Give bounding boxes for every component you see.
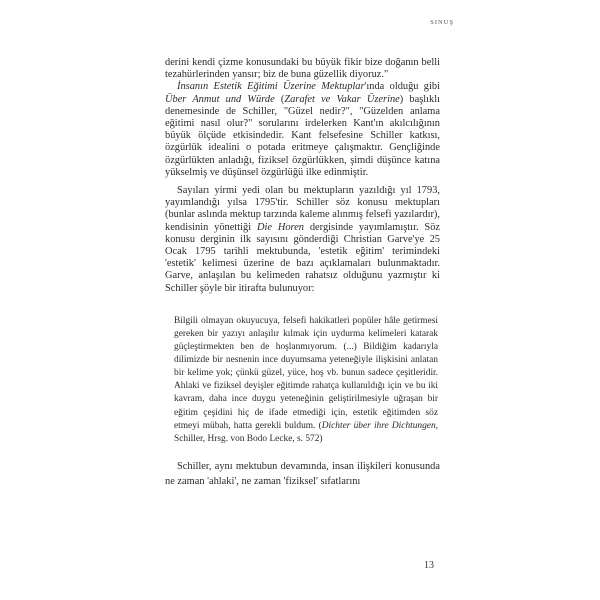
quote-text: Bilgili olmayan okuyucuya, felsefi hakikatleri popüler hâle getirmesi gereken bir yazıyı anlaşılır kılmak için uydurma kelimeleri katarak güçleştirmekten ben de hoşlanmıyorum. (...) Bildiğim kadarıyla dilimizde bir nesnenin ince duyumsama yeteneğiyle ilişkisini anlatan bir kelime yok; çünkü güzel, yüce, hoş vb. bunun sadece çeşitleridir. Ahlaki ve fiziksel deyişler eğitimde rahatça kullanıldığı için ve bu iki kavram, daha ince duygu yeteneğinin geliştirilmesiyle uğraşan bir eğitim çeşidini hiç de ifade etmediği için, estetik eğitimden söz etmeyi mübah, hatta gerekli buldum. (: [174, 315, 438, 431]
paragraph-text: 'ında olduğu gibi: [364, 81, 440, 93]
running-head: SINUŞ: [430, 19, 454, 26]
page-body: [165, 57, 440, 489]
paragraph-text: Sayıları yirmi yedi olan bu mektupların yazıldığı yıl 1793, yayımlandığı yılsa 1795'tir. Schiller söz konusu mektupları (bunlar aslında mektup tarzında kaleme alınmış felsefi yazılardır), kendisinin yönettiği: [165, 185, 440, 233]
book-title-italic: Über Anmut und Würde: [165, 93, 275, 105]
book-title-italic: İnsanın Estetik Eğitimi Üzerine Mektuplar: [177, 81, 365, 93]
paragraph-text: Schiller, aynı mektubun devamında, insan ilişkileri konusunda ne zaman 'ahlaki', ne zaman 'fiziksel' sıfatlarını: [165, 460, 440, 487]
paragraph-text: (: [274, 93, 285, 105]
paragraph-schiller-essay: [165, 81, 440, 179]
paragraph-text: derini kendi çizme konusundaki bu büyük fikir bize doğanın belli tezahürlerinden yansır; biz de buna güzellik diyoruz.": [165, 57, 440, 81]
quote-text: , Schiller, Hrsg. von Bodo Lecke, s. 572): [174, 420, 438, 444]
paragraph-continued: [165, 57, 440, 81]
page-number: 13: [424, 560, 434, 571]
citation-title-italic: Dichter über ihre Dichtungen: [321, 420, 436, 431]
quote-paragraph: [174, 315, 438, 446]
block-quote: [174, 315, 438, 446]
book-title-italic: Zarafet ve Vakar Üzerine: [284, 93, 400, 105]
paragraph-letters: [165, 185, 440, 295]
paragraph-text: dergisinde yayımlamıştır. Söz konusu derginin ilk sayısını gönderdiği Christian Garve'ye 25 Ocak 1795 tarihli mektubunda, 'estetik eğitim' terimindeki 'estetik' kelimesi üzerine de bazı açıklamaları bulunmaktadır. Garve, anlaşılan bu kelimeden rahatsız olduğunu yazmıştır ki Schiller şöyle bir itirafta bulunuyor:: [165, 221, 441, 294]
paragraph-after-quote: [165, 460, 440, 489]
journal-title-italic: Die Horen: [256, 221, 304, 233]
paragraph-text: ) başlıklı denemesinde de Schiller, "Güzel nedir?", "Güzelden anlama eğitimi nasıl olur?" sorularını irdelerken Kant'ın akılcılığının büyük ölçüde etkisindedir. Kant felsefesine Schiller katkısı, özgürlük idealini o potada eritmeye çalışmaktır. Gençliğinde özgürlükten anladığı, fiziksel özgürlükken, şimdi düşünce katına yükselmiş ve düşünsel özgürlüğü ilke edinmiştir.: [165, 93, 440, 178]
paragraph-after-quote-wrapper: [165, 460, 440, 489]
